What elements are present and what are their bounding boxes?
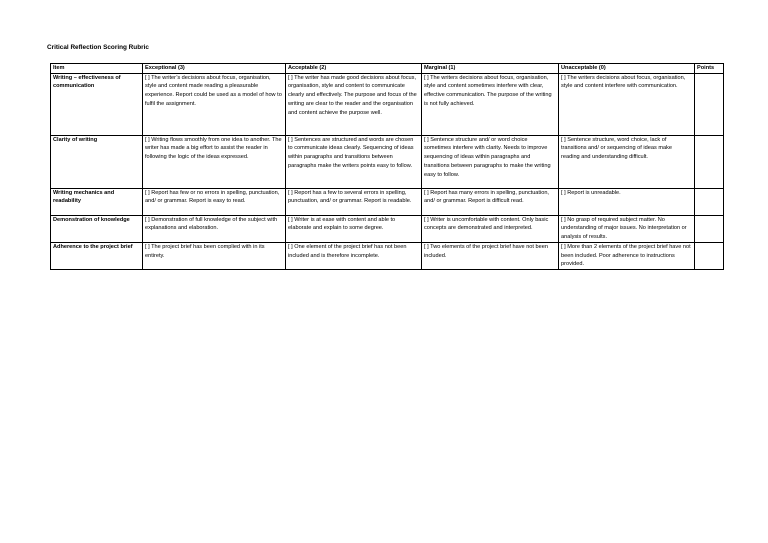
cell-acceptable: [ ] One element of the project brief has not been included and is therefore incomplete.: [286, 242, 422, 269]
cell-exceptional: [ ] The project brief has been complied with in its entirety.: [143, 242, 286, 269]
cell-marginal: [ ] Writer is uncomfortable with content. Only basic concepts are demonstrated and interpreted.: [422, 215, 559, 242]
cell-exceptional: [ ] Writing flows smoothly from one idea to another. The writer has made a big effort to assist the reader in following the logic of the ideas expressed.: [143, 135, 286, 188]
header-marginal: Marginal (1): [422, 64, 559, 74]
cell-points[interactable]: [695, 188, 724, 215]
cell-acceptable: [ ] The writer has made good decisions about focus, organisation, style and content to communicate clearly and effectively. The purpose and focus of the writing are clear to the reader and the organisation and content achieve the purpose well.: [286, 73, 422, 135]
document-title: Critical Reflection Scoring Rubric: [47, 44, 149, 51]
cell-exceptional: [ ] Report has few or no errors in spelling, punctuation, and/ or grammar. Report is easy to read.: [143, 188, 286, 215]
row-item-label: Writing mechanics and readability: [51, 188, 143, 215]
cell-acceptable: [ ] Sentences are structured and words are chosen to communicate ideas clearly. Sequencing of ideas within paragraphs and transitions between paragraphs make the writers points easy to follow.: [286, 135, 422, 188]
row-item-label: Demonstration of knowledge: [51, 215, 143, 242]
cell-acceptable: [ ] Report has a few to several errors in spelling, punctuation, and/ or grammar. Report is readable.: [286, 188, 422, 215]
cell-unacceptable: [ ] The writers decisions about focus, organisation, style and content interfere with communication.: [559, 73, 695, 135]
table-row: [51, 242, 724, 269]
cell-marginal: [ ] The writers decisions about focus, organisation, style and content sometimes interfere with clear, effective communication. The purpose of the writing is not fully achieved.: [422, 73, 559, 135]
table-row: [51, 135, 724, 188]
rubric-table: [50, 63, 724, 270]
cell-unacceptable: [ ] No grasp of required subject matter. No understanding of major issues. No interpretation or analysis of results.: [559, 215, 695, 242]
table-row: [51, 188, 724, 215]
cell-exceptional: [ ] Demonstration of full knowledge of the subject with explanations and elaboration.: [143, 215, 286, 242]
row-item-label: Writing – effectiveness of communication: [51, 73, 143, 135]
table-row: [51, 215, 724, 242]
row-item-label: Clarity of writing: [51, 135, 143, 188]
cell-points[interactable]: [695, 135, 724, 188]
cell-acceptable: [ ] Writer is at ease with content and able to elaborate and explain to some degree.: [286, 215, 422, 242]
cell-exceptional: [ ] The writer’s decisions about focus, organisation, style and content made reading a pleasurable experience. Report could be used as a model of how to fulfil the assignment.: [143, 73, 286, 135]
header-points: Points: [695, 64, 724, 74]
cell-points[interactable]: [695, 73, 724, 135]
header-acceptable: Acceptable (2): [286, 64, 422, 74]
cell-unacceptable: [ ] Report is unreadable.: [559, 188, 695, 215]
header-exceptional: Exceptional (3): [143, 64, 286, 74]
cell-marginal: [ ] Sentence structure and/ or word choice sometimes interfere with clarity. Needs to improve sequencing of ideas within paragraphs and transitions between paragraphs to make the writing easy to follow.: [422, 135, 559, 188]
cell-points[interactable]: [695, 215, 724, 242]
row-item-label: Adherence to the project brief: [51, 242, 143, 269]
header-unacceptable: Unacceptable (0): [559, 64, 695, 74]
cell-unacceptable: [ ] More than 2 elements of the project brief have not been included. Poor adherence to instructions provided.: [559, 242, 695, 269]
cell-marginal: [ ] Two elements of the project brief have not been included.: [422, 242, 559, 269]
header-item: Item: [51, 64, 143, 74]
header-row: [51, 64, 724, 74]
cell-marginal: [ ] Report has many errors in spelling, punctuation, and/ or grammar. Report is difficult read.: [422, 188, 559, 215]
cell-unacceptable: [ ] Sentence structure, word choice, lack of transitions and/ or sequencing of ideas make reading and understanding difficult.: [559, 135, 695, 188]
cell-points[interactable]: [695, 242, 724, 269]
table-row: [51, 73, 724, 135]
